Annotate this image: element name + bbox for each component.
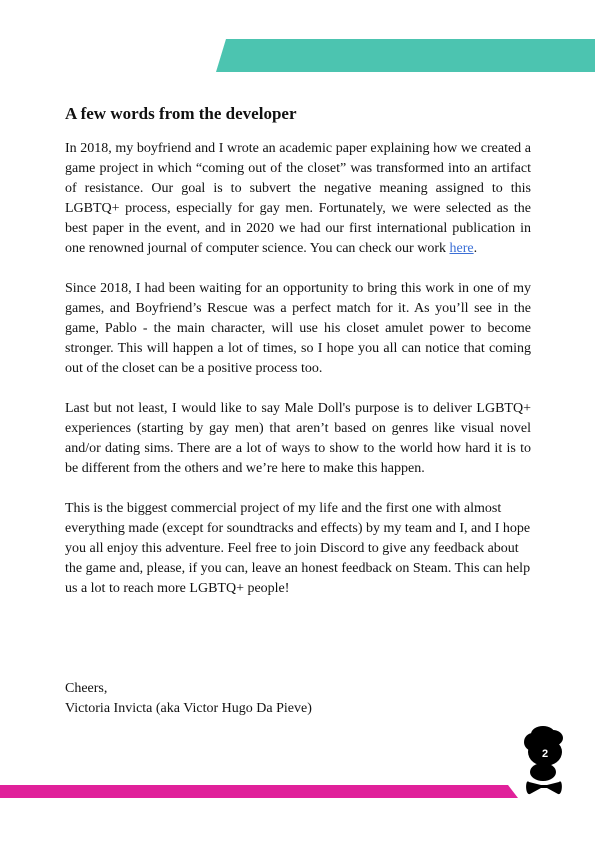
page-title: A few words from the developer [65, 104, 297, 123]
paragraph-text-end: . [473, 241, 478, 256]
paragraph-academic-paper [65, 139, 531, 259]
paragraph-male-doll-purpose: Last but not least, I would like to say Male Doll's purpose is to deliver LGBTQ+ experiences (starting by gay men) that aren’t based on genres like visual novel and/or dating sims. There are a lot of ways to show to the world how hard it is to be different from the others and we’re here to make this happen. [65, 401, 531, 476]
paragraph-closet-amulet: Since 2018, I had been waiting for an opportunity to bring this work in one of my games, and Boyfriend’s Rescue was a perfect match for it. As you’ll see in the game, Pablo - the main character, will use his closet amulet power to become stronger. This will happen a lot of times, so I hope you all can notice that coming out of the closet can be a positive process too. [65, 281, 531, 376]
signoff-name: Victoria Invicta (aka Victor Hugo Da Pieve) [65, 701, 312, 716]
signoff-greeting: Cheers, [65, 681, 108, 696]
letter-body [65, 103, 531, 619]
paragraph-commercial-project: This is the biggest commercial project of my life and the first one with almost everything made (except for soundtracks and effects) by my team and I, and I hope you all enjoy this adventure. Feel free to join Discord to give any feedback about the game and, please, if you can, leave an honest feedback on Steam. This can help us a lot to reach more LGBTQ+ people! [65, 501, 531, 596]
top-accent-band [0, 0, 595, 80]
paragraph-text: In 2018, my boyfriend and I wrote an academic paper explaining how we created a game project in which “coming out of the closet” was transformed into an artifact of resistance. Our goal is to subvert the negative meaning assigned to this LGBTQ+ process, especially for gay men. Fortunately, we were selected as the best paper in the event, and in 2020 we had our first international publication in one renowned journal of computer science. You can check our work [65, 141, 531, 256]
here-link[interactable]: here [449, 241, 474, 256]
page-number: 2 [541, 748, 549, 760]
bottom-accent-band [0, 780, 595, 802]
signoff [65, 679, 531, 719]
